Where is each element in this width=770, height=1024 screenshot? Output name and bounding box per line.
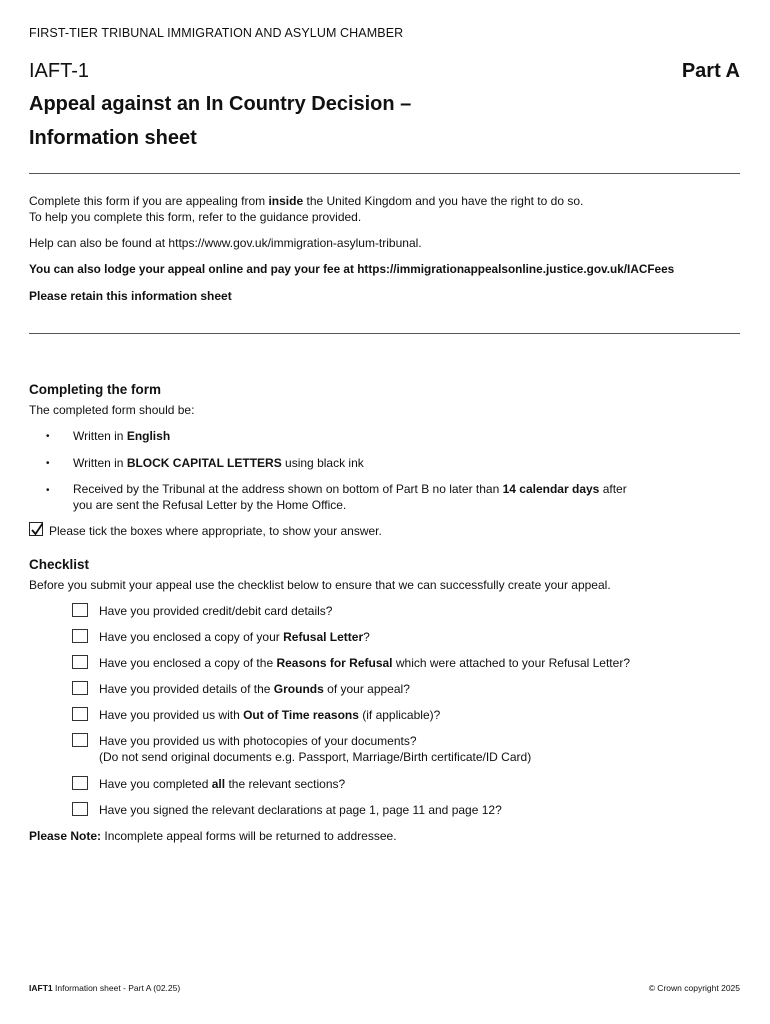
page-subtitle: Information sheet bbox=[29, 127, 197, 149]
checklist-item-out-of-time bbox=[99, 708, 440, 722]
bullet-item-3-cont: you are sent the Refusal Letter by the Home Office. bbox=[73, 498, 347, 512]
bullet-text: Written in bbox=[73, 429, 124, 443]
bullet-emphasis: English bbox=[126, 429, 171, 443]
intro-line-2: To help you complete this form, refer to the guidance provided. bbox=[29, 210, 362, 224]
tick-example-icon bbox=[29, 522, 43, 536]
checklist-item-refusal-letter bbox=[99, 630, 370, 644]
intro-line-1 bbox=[29, 194, 583, 208]
bullet-icon: • bbox=[46, 485, 50, 496]
bullet-emphasis: BLOCK CAPITAL LETTERS bbox=[126, 456, 282, 470]
checklist-text: Have you enclosed a copy of the bbox=[99, 656, 274, 670]
intro-text: Complete this form if you are appealing from bbox=[29, 194, 266, 208]
footer-copyright: © Crown copyright 2025 bbox=[648, 983, 740, 993]
checklist-checkbox-photocopies[interactable] bbox=[72, 733, 88, 747]
checklist-item-card-details: Have you provided credit/debit card details? bbox=[99, 604, 333, 618]
checklist-text: (if applicable)? bbox=[362, 708, 441, 722]
bullet-icon: • bbox=[46, 458, 50, 469]
checklist-item-sections bbox=[99, 777, 345, 791]
bullet-emphasis: 14 calendar days bbox=[502, 482, 600, 496]
checklist-text: Have you completed bbox=[99, 777, 209, 791]
checklist-checkbox-grounds[interactable] bbox=[72, 681, 88, 695]
bullet-text: after bbox=[602, 482, 627, 496]
bullet-item-1 bbox=[73, 429, 170, 443]
checklist-item-grounds bbox=[99, 682, 410, 696]
checklist-checkbox-card-details[interactable] bbox=[72, 603, 88, 617]
checklist-checkbox-out-of-time[interactable] bbox=[72, 707, 88, 721]
retain-line: Please retain this information sheet bbox=[29, 289, 232, 303]
intro-emphasis: inside bbox=[268, 194, 304, 208]
checklist-emphasis: Grounds bbox=[273, 682, 324, 696]
chamber-name: FIRST-TIER TRIBUNAL IMMIGRATION AND ASYLUM CHAMBER bbox=[29, 26, 404, 40]
checklist-text: which were attached to your Refusal Letter? bbox=[395, 656, 630, 670]
checklist-text: the relevant sections? bbox=[228, 777, 346, 791]
checklist-emphasis: Reasons for Refusal bbox=[276, 656, 393, 670]
note-text: Incomplete appeal forms will be returned to addressee. bbox=[104, 829, 397, 843]
online-lodge-line: You can also lodge your appeal online and pay your fee at https://immigrationappealsonline.justice.gov.uk/IACFees bbox=[29, 262, 675, 276]
footer-text: Information sheet - Part A (02.25) bbox=[55, 983, 181, 993]
help-line: Help can also be found at https://www.gov.uk/immigration-asylum-tribunal. bbox=[29, 236, 422, 250]
intro-text: the United Kingdom and you have the right to do so. bbox=[306, 194, 584, 208]
checklist-item-declarations: Have you signed the relevant declarations at page 1, page 11 and page 12? bbox=[99, 803, 502, 817]
bullet-icon: • bbox=[46, 431, 50, 442]
completing-heading: Completing the form bbox=[29, 382, 161, 397]
checklist-item-photocopies-note: (Do not send original documents e.g. Passport, Marriage/Birth certificate/ID Card) bbox=[99, 750, 532, 764]
form-code: IAFT-1 bbox=[29, 60, 90, 82]
completing-lead: The completed form should be: bbox=[29, 403, 195, 417]
checklist-text: Have you provided details of the bbox=[99, 682, 271, 696]
please-note bbox=[29, 829, 397, 843]
bullet-text: using black ink bbox=[285, 456, 364, 470]
checklist-text: Have you provided us with bbox=[99, 708, 240, 722]
bullet-text: Received by the Tribunal at the address shown on bottom of Part B no later than bbox=[73, 482, 500, 496]
checklist-emphasis: all bbox=[211, 777, 226, 791]
checklist-emphasis: Refusal Letter bbox=[283, 630, 364, 644]
footer-form-info bbox=[29, 983, 180, 993]
checklist-heading: Checklist bbox=[29, 557, 90, 572]
checklist-item-photocopies: Have you provided us with photocopies of your documents? bbox=[99, 734, 417, 748]
footer-code: IAFT1 bbox=[29, 983, 53, 993]
bullet-item-2 bbox=[73, 456, 364, 470]
checklist-checkbox-sections[interactable] bbox=[72, 776, 88, 790]
part-label: Part A bbox=[681, 60, 740, 82]
checklist-checkbox-declarations[interactable] bbox=[72, 802, 88, 816]
checklist-checkbox-refusal-letter[interactable] bbox=[72, 629, 88, 643]
checklist-text: of your appeal? bbox=[327, 682, 410, 696]
divider bbox=[29, 333, 740, 334]
checklist-item-reasons bbox=[99, 656, 630, 670]
checklist-emphasis: Out of Time reasons bbox=[243, 708, 359, 722]
checklist-text: Have you enclosed a copy of your bbox=[99, 630, 280, 644]
tick-note: Please tick the boxes where appropriate, to show your answer. bbox=[49, 524, 382, 538]
bullet-item-3 bbox=[73, 482, 627, 496]
page-title: Appeal against an In Country Decision – bbox=[29, 93, 412, 115]
bullet-text: Written in bbox=[73, 456, 124, 470]
divider bbox=[29, 173, 740, 174]
checklist-lead: Before you submit your appeal use the checklist below to ensure that we can successfully create your appeal. bbox=[29, 578, 611, 592]
note-label: Please Note: bbox=[29, 829, 102, 843]
checklist-checkbox-reasons[interactable] bbox=[72, 655, 88, 669]
checklist-text: ? bbox=[363, 630, 370, 644]
